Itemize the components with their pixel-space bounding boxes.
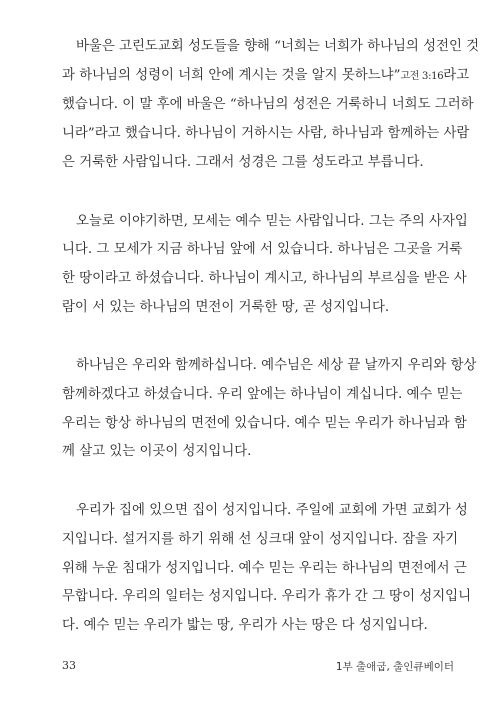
text-line: 무합니다. 우리의 일터는 성지입니다. 우리가 휴가 간 그 땅이 성지입니	[62, 589, 472, 605]
text-line: 우리가 집에 있으면 집이 성지입니다. 주일에 교회에 가면 교회가 성	[76, 503, 468, 519]
text-line: 우리는 항상 하나님의 면전에 있습니다. 예수 믿는 우리가 하나님과 함	[62, 415, 467, 431]
text-line: 바울은 고린도교회 성도들을 향해 “너희는 너희가 하나님의 성전인 것	[76, 39, 480, 54]
paragraph-3	[62, 352, 477, 467]
paragraph-2	[62, 208, 468, 323]
scripture-reference: 고전 3:16	[400, 70, 444, 82]
text-line: 했습니다. 이 말 후에 바울은 “하나님의 성전은 거룩하니 너희도 그러하	[62, 97, 474, 113]
text-line: 람이 서 있는 하나님의 면전이 거룩한 땅, 곧 성지입니다.	[62, 299, 390, 315]
text-line: 하나님은 우리와 함께하십니다. 예수님은 세상 끝 날까지 우리와 항상	[76, 358, 477, 374]
text-line: 니라”라고 했습니다. 하나님이 거하시는 사람, 하나님과 함께하는 사람	[62, 126, 470, 142]
text-line-with-reference	[62, 62, 470, 92]
paragraph-1	[62, 33, 480, 178]
text-line: 니다. 그 모세가 지금 하나님 앞에 서 있습니다. 하나님은 그곳을 거룩	[62, 242, 463, 258]
text-line: 오늘로 이야기하면, 모세는 예수 믿는 사람입니다. 그는 주의 사자입	[76, 213, 468, 229]
text-segment: 과 하나님의 성령이 너희 안에 계시는 것을 알지 못하느냐”	[62, 67, 401, 83]
text-line: 은 거룩한 사람입니다. 그래서 성경은 그를 성도라고 부릅니다.	[62, 154, 424, 170]
page-number: 33	[62, 659, 76, 672]
text-segment: 라고	[443, 67, 470, 83]
text-line: 함께하겠다고 하셨습니다. 우리 앞에는 하나님이 계십니다. 예수 믿는	[62, 387, 463, 403]
text-line: 다. 예수 믿는 우리가 밟는 땅, 우리가 사는 땅은 다 성지입니다.	[62, 617, 428, 633]
text-line: 께 살고 있는 이곳이 성지입니다.	[62, 444, 252, 460]
text-line: 위해 누운 침대가 성지입니다. 예수 믿는 우리는 하나님의 면전에서 근	[62, 560, 467, 576]
page-body	[62, 33, 480, 671]
paragraph-4	[62, 497, 472, 641]
text-line: 한 땅이라고 하셨습니다. 하나님이 계시고, 하나님의 부르심을 받은 사	[62, 270, 467, 286]
running-head: 1부 출애굽, 출인큐베이터	[335, 661, 454, 673]
text-line: 지입니다. 설거지를 하기 위해 선 싱크대 앞이 성지입니다. 잠을 자기	[62, 531, 459, 547]
